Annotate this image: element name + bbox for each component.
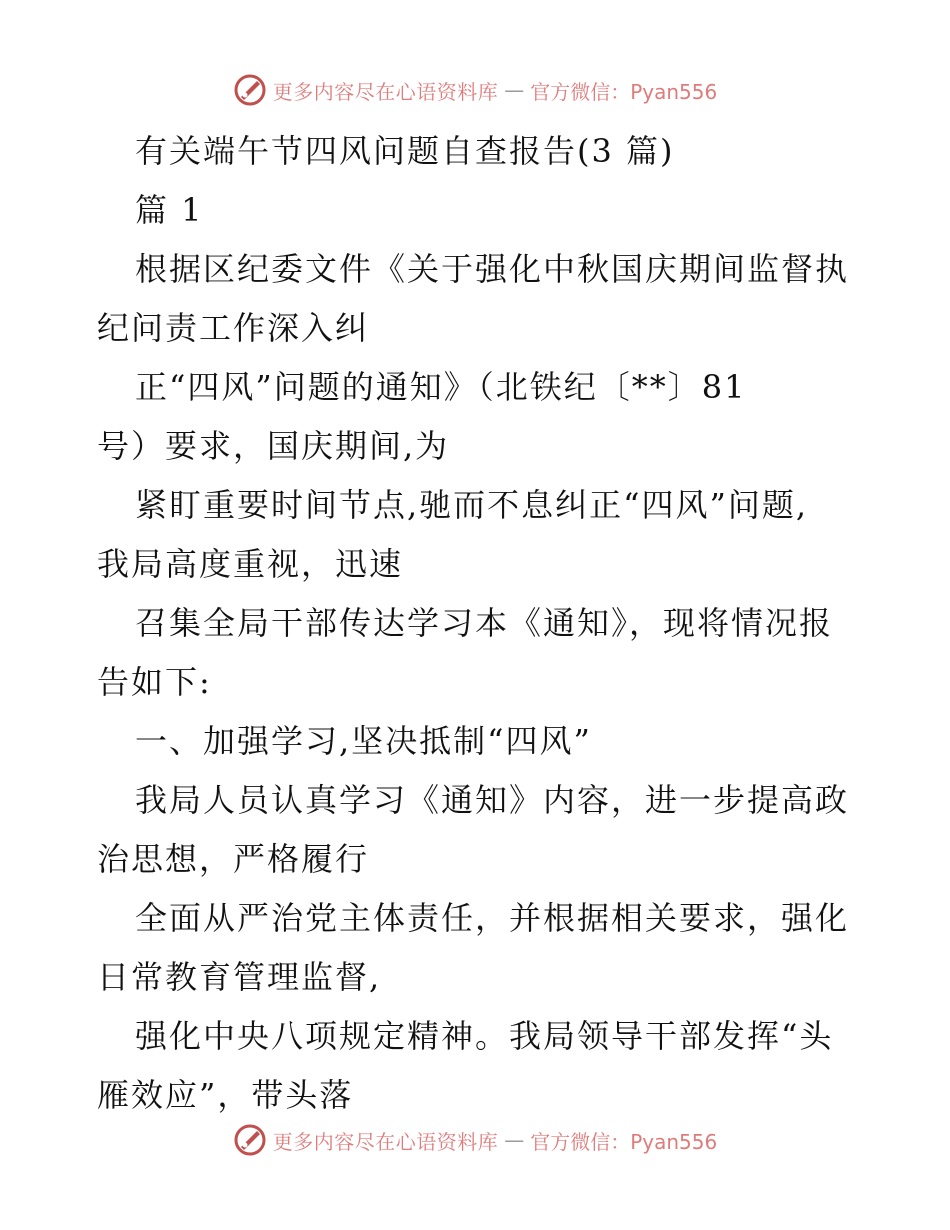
watermark-contact: 官方微信：Pyan556 bbox=[530, 1129, 718, 1154]
paragraph-line: 根据区纪委文件《关于强化中秋国庆期间监督执 bbox=[135, 250, 850, 288]
watermark-contact: 官方微信：Pyan556 bbox=[530, 79, 718, 104]
watermark-footer bbox=[0, 1120, 950, 1160]
paragraph-line: 紧盯重要时间节点,驰而不息纠正“四风”问题, bbox=[135, 486, 809, 524]
paragraph-line: 号）要求，国庆期间,为 bbox=[97, 427, 450, 465]
paragraph-line: 我局人员认真学习《通知》内容，进一步提高政 bbox=[135, 781, 850, 819]
watermark-text: 更多内容尽在心语资料库 bbox=[272, 79, 499, 104]
paragraph-line: 正“四风”问题的通知》（北铁纪〔**〕81 bbox=[135, 368, 747, 406]
document-title: 有关端午节四风问题自查报告(3 篇) bbox=[135, 132, 675, 170]
subsection-heading: 一、加强学习,坚决抵制“四风” bbox=[135, 722, 592, 760]
paragraph-line: 雁效应”，带头落 bbox=[97, 1076, 354, 1114]
watermark-separator: — bbox=[504, 1128, 525, 1152]
document-body bbox=[97, 122, 857, 1125]
paragraph-line: 告如下: bbox=[97, 663, 212, 701]
logo-icon bbox=[233, 1123, 267, 1157]
paragraph-line: 纪问责工作深入纠 bbox=[97, 309, 370, 347]
paragraph-line: 我局高度重视，迅速 bbox=[97, 545, 404, 583]
paragraph-line: 日常教育管理监督, bbox=[97, 958, 382, 996]
logo-icon bbox=[233, 73, 267, 107]
watermark-separator: — bbox=[504, 78, 525, 102]
section-heading: 篇 1 bbox=[135, 191, 204, 229]
watermark-text: 更多内容尽在心语资料库 bbox=[272, 1129, 499, 1154]
paragraph-line: 召集全局干部传达学习本《通知》，现将情况报 bbox=[135, 604, 834, 642]
paragraph-line: 治思想，严格履行 bbox=[97, 840, 370, 878]
paragraph-line: 强化中央八项规定精神。我局领导干部发挥“头 bbox=[135, 1017, 834, 1055]
paragraph-line: 全面从严治党主体责任，并根据相关要求，强化 bbox=[135, 899, 850, 937]
watermark-header bbox=[0, 70, 950, 110]
